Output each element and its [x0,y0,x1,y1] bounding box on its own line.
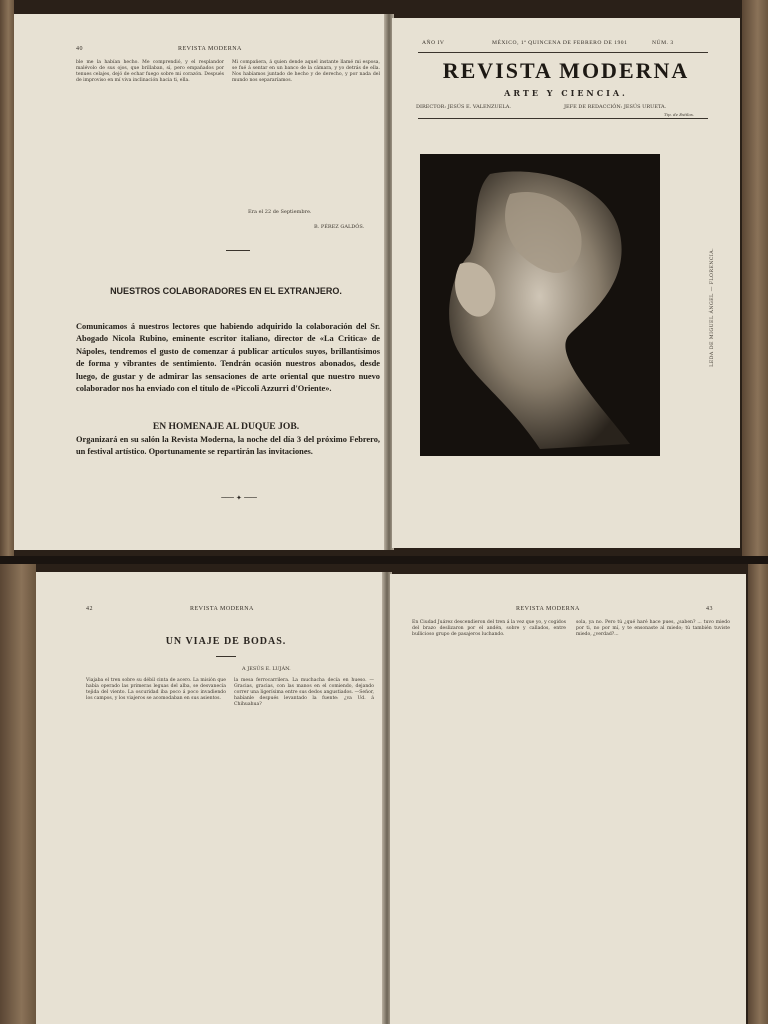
top-rule [418,52,708,53]
text-column-1: En Ciudad Juárez descendieron del tren á la vez que yo, y cogidos del brazo deslizaron por el andén, sobre y callados, entre bullicioso grupo de pasajeros luchando. [412,620,566,637]
left-page-edges [0,564,36,1024]
page-number: 42 [86,606,93,612]
sculpture-photo [420,154,660,456]
running-title: REVISTA MODERNA [190,606,254,612]
masthead-rule [418,118,708,119]
masthead-title: REVISTA MODERNA [442,58,690,83]
author-signature: B. PÉREZ GALDÓS. [314,224,365,230]
ornament: ─── ✦ ─── [221,494,257,502]
text-column-1: Viajaba el tren sobre su débil cinta de acero. La misión que había operado las primeras leguas del alba, se desvanecía tejida del viento. La oscuridad iba poco á poco invadiendo los campos, y los viajeros se acomodaban en sus asientos. [86,678,226,701]
bottom-book-spread [0,564,768,1024]
issue-year: AÑO IV [422,40,445,46]
section-body: Comunicamos á nuestros lectores que habiendo adquirido la colaboración del Sr. Abogado Nicola Rubino, eminente escritor italiano, director de «La Critica» de Nápoles, tendremos el gusto de comenzar á publicar artículos suyos, brillantísimos de forma y vibrantes de sentimiento. Tendrán ocasión nuestros abonados, desde luego, de gustar y de admirar las sensaciones de arte oriental que nuestro nuevo colaborador nos ha enviado con el título de «Piccoli Azzurri d'Oriente». [76,322,380,394]
story-title: UN VIAJE DE BODAS. [165,636,287,647]
title-rule [216,656,236,657]
issue-number: NÚM. 3 [652,40,674,46]
right-page-edges [748,564,768,1024]
page-number: 40 [76,46,83,52]
left-page-edges [0,0,14,556]
section-title: NUESTROS COLABORADORES EN EL EXTRANJERO. [110,286,342,296]
text-column-2: sola, ya no. Pero tú ¿qué haré hace pues, ¿saben? ... tuvo miedo por ti, no por mí, y te ensonaste al miedo; tú también tuviste miedo, ¿verdad?... [576,620,730,637]
page-number: 43 [706,606,713,612]
director-line: DIRECTOR: JESÚS E. VALENZUELA. [416,104,511,110]
sub-title: EN HOMENAJE AL DUQUE JOB. [152,421,300,432]
running-title: REVISTA MODERNA [516,606,580,612]
text-column-1: ble me la habían hecho. Me comprendió, y el resplandor malévolo de sus ojos, que brillaban, sí, pero empañados por tenues celajes, dejó de echar fuego sobre mi corazón. Después de improviso en mí viva inclinación hacia ti, ella. [76,60,224,83]
divider [226,250,250,251]
sculpture-figure [420,154,660,456]
right-page-edges [742,0,768,556]
editor-line: JEFE DE REDACCIÓN: JESÚS URUETA. [564,104,667,110]
page-cover [392,18,740,548]
place-date: Era el 22 de Septiembre. [248,209,312,215]
running-title: REVISTA MODERNA [178,46,242,52]
page-43 [390,574,746,1024]
page-40 [14,14,389,550]
masthead-subtitle: ARTE Y CIENCIA. [504,88,628,98]
text-column-2: Mi compañera, á quien dende aquel instante llamé mi esposa, se fué á sentar en un banco de la cámara, y yo detrás de ella. Nos habíamos juntado de hecho y de derecho, y por nada del mundo nos separaríamos. [232,60,380,83]
sub-body: Organizará en su salón la Revista Moderna, la noche del día 3 del próximo Febrero, un festival artístico. Oportunamente se repartirán las invitaciones. [76,435,380,457]
photo-caption: LEDA DE MIGUEL ÁNGEL — FLORENCIA. [710,248,715,367]
page-42 [36,572,387,1024]
printer-line: Tip. de Estilos. [664,112,695,117]
issue-date: MÉXICO, 1ª QUINCENA DE FEBRERO DE 1901 [492,40,628,46]
dedication: A JESÚS E. LUJÁN. [242,666,291,672]
text-column-2: la mesa ferrocarrilera. La muchacha decía en hueso. —Gracias, gracias, con las manos en el comiendo, dejando correr una ligerísima entre sus dedos angustiados. —Señor, habíanle después levantado la fuente: ¿va Ud. á Chihuahua? [234,678,374,707]
